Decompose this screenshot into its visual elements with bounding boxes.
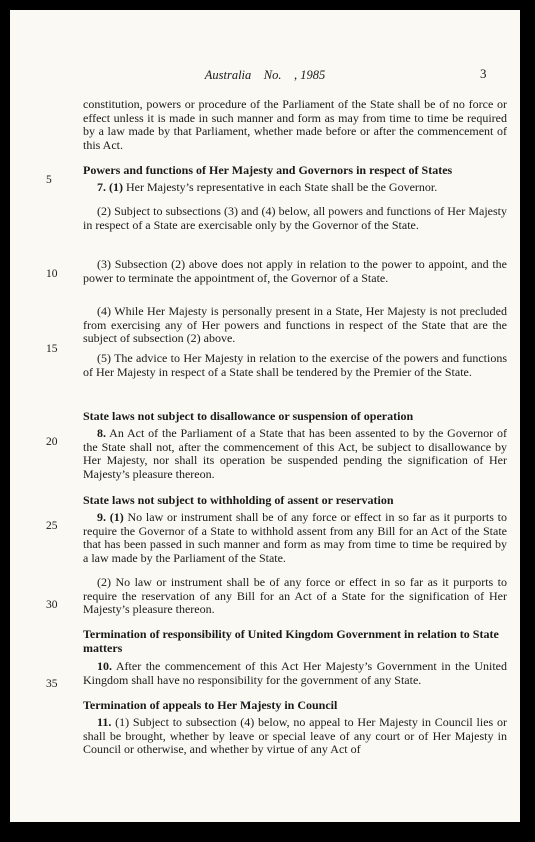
section-number: 7. (1)	[97, 180, 123, 194]
paragraph-11-1	[83, 716, 507, 757]
section-7-heading: Powers and functions of Her Majesty and Governors in respect of States	[83, 163, 453, 177]
paragraph-7-3: (3) Subsection (2) above does not apply in relation to the power to appoint, and the power to terminate the appointment of, the Governor of a State.	[83, 257, 507, 285]
document-page	[10, 10, 520, 822]
line-number: 15	[46, 343, 58, 355]
paragraph-continuation: constitution, powers or procedure of the Parliament of the State shall be of no force or effect unless it is made in such manner and form as may from time to time be required by a law made by that Parliament, whether made before or after the commencement of this Act.	[83, 97, 507, 153]
paragraph-text: (1) Subject to subsection (4) below, no appeal to Her Majesty in Council lies or shall be brought, whether by leave or special leave of any court or of Her Majesty in Council or otherwise, and whether by virtue of any Act of	[83, 715, 507, 757]
section-number: 9. (1)	[97, 510, 124, 524]
paragraph-7-4: (4) While Her Majesty is personally present in a State, Her Majesty is not precluded from exercising any of Her powers and functions in respect of the State that are the subject of subsection (2) above.	[83, 304, 507, 346]
paragraph-8	[83, 427, 507, 482]
paragraph-9-1	[83, 511, 507, 566]
paragraph-9-2: (2) No law or instrument shall be of any force or effect in so far as it purports to require the reservation of any Bill for an Act of a State for the signification of Her Majesty’s pleasure thereon.	[83, 575, 507, 617]
page-number: 3	[480, 66, 487, 81]
line-number: 5	[46, 174, 52, 186]
section-9-heading: State laws not subject to withholding of assent or reservation	[83, 493, 394, 507]
paragraph-text: No law or instrument shall be of any force or effect in so far as it purports to require the Governor of a State to withhold assent from any Bill for an Act of the State that has been passed in such manner and form as may from time to time be required by a law made by the Parliament of the State.	[83, 510, 507, 566]
paragraph-10	[83, 660, 507, 687]
section-10-heading: Termination of responsibility of United Kingdom Government in relation to State matters	[83, 627, 499, 655]
section-number: 11.	[97, 715, 112, 729]
section-number: 8.	[97, 426, 106, 440]
paragraph-text: After the commencement of this Act Her Majesty’s Government in the United Kingdom shall have no responsibility for the government of any State.	[83, 659, 507, 687]
running-head: Australia No. , 1985	[204, 68, 326, 82]
paragraph-7-2: (2) Subject to subsections (3) and (4) below, all powers and functions of Her Majesty in respect of a State are exercisable only by the Governor of the State.	[83, 204, 507, 232]
line-number: 30	[46, 599, 58, 611]
paragraph-text: Her Majesty’s representative in each State shall be the Governor.	[123, 180, 438, 194]
section-number: 10.	[97, 659, 112, 673]
line-number: 10	[46, 268, 58, 280]
section-11-heading: Termination of appeals to Her Majesty in Council	[83, 698, 338, 712]
paragraph-text: An Act of the Parliament of a State that has been assented to by the Governor of the State shall not, after the commencement of this Act, be subject to disallowance by Her Majesty, nor shall its operation be suspended pending the signification of Her Majesty’s pleasure thereon.	[83, 426, 507, 482]
line-number: 35	[46, 678, 58, 690]
line-number: 20	[46, 436, 58, 448]
paragraph-7-1	[83, 181, 507, 195]
section-8-heading: State laws not subject to disallowance or suspension of operation	[83, 409, 414, 423]
paragraph-7-5: (5) The advice to Her Majesty in relation to the exercise of the powers and functions of Her Majesty in respect of a State shall be tendered by the Premier of the State.	[83, 351, 507, 379]
line-number: 25	[46, 520, 58, 532]
